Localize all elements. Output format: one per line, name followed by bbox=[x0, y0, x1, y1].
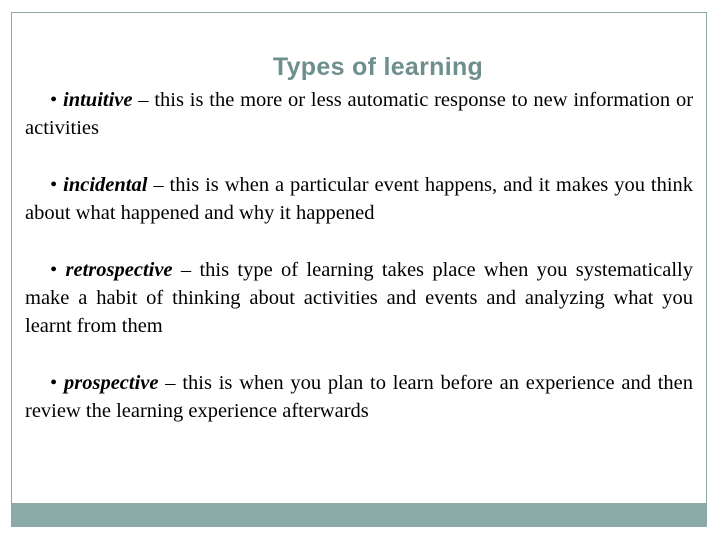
description-incidental: this is when a particular event happens, and it makes you think about what happened and why it happened bbox=[25, 174, 694, 224]
bullet: • bbox=[50, 89, 58, 111]
bullet: • bbox=[50, 372, 58, 394]
bullet: • bbox=[50, 174, 58, 196]
dash: – bbox=[153, 174, 164, 196]
dash: – bbox=[138, 89, 149, 111]
description-intuitive: this is the more or less automatic response to new information or activities bbox=[25, 89, 694, 139]
description-retrospective: this type of learning takes place when you systematically make a habit of thinking about activities and events and analyzing what you learnt from them bbox=[25, 259, 693, 337]
term-prospective: prospective bbox=[63, 372, 159, 394]
footer-bar bbox=[12, 503, 706, 526]
slide-title: Types of learning bbox=[272, 53, 484, 81]
list-item-prospective bbox=[25, 369, 693, 425]
list-item-retrospective bbox=[25, 256, 693, 340]
dash: – bbox=[180, 259, 192, 281]
description-prospective: this is when you plan to learn before an experience and then review the learning experience afterwards bbox=[25, 372, 694, 422]
term-retrospective: retrospective bbox=[65, 259, 173, 281]
list-item-intuitive bbox=[25, 86, 693, 142]
list-item-incidental bbox=[25, 171, 693, 227]
learning-types-list bbox=[25, 86, 693, 454]
term-intuitive: intuitive bbox=[63, 89, 133, 111]
bullet: • bbox=[50, 259, 58, 281]
dash: – bbox=[165, 372, 176, 394]
term-incidental: incidental bbox=[63, 174, 148, 196]
